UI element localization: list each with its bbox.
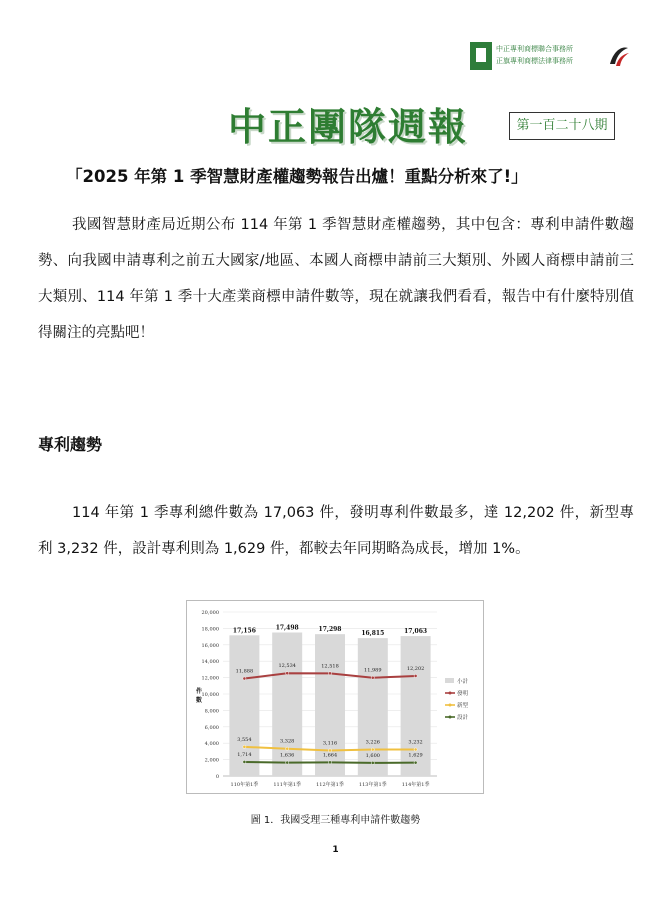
bar-data-label: 17,498 — [275, 624, 299, 632]
line-data-label: 1,629 — [408, 752, 423, 759]
legend-label: 設計 — [457, 715, 469, 721]
bar-data-label: 17,156 — [232, 627, 256, 635]
newsletter-title: 中正團隊週報 — [228, 105, 469, 149]
firm-logo — [470, 42, 630, 72]
x-tick-label: 114年第1季 — [401, 782, 430, 788]
figure-caption: 圖 1．我國受理三種專利申請件數趨勢 — [250, 815, 421, 826]
legend-label: 發明 — [457, 691, 469, 697]
series-point — [286, 747, 289, 750]
series-point — [243, 677, 246, 680]
series-point — [286, 761, 289, 764]
series-point — [243, 745, 246, 748]
logo-swoosh-icon — [608, 44, 630, 68]
chart-svg — [187, 601, 483, 793]
line-data-label: 11,989 — [364, 667, 382, 674]
patent-trend-chart — [186, 600, 484, 794]
legend-marker — [449, 704, 452, 707]
line-data-label: 3,328 — [280, 738, 295, 745]
series-point — [286, 672, 289, 675]
y-tick-label: 12,000 — [201, 675, 219, 682]
y-axis-label: 件 — [195, 688, 203, 695]
x-tick-label: 111年第1季 — [273, 782, 302, 788]
y-tick-label: 18,000 — [201, 626, 219, 633]
section-title: 專利趨勢 — [38, 435, 103, 454]
series-point — [328, 672, 331, 675]
series-point — [414, 748, 417, 751]
logo-mark-icon — [470, 42, 492, 70]
x-tick-label: 113年第1季 — [358, 782, 387, 788]
y-tick-label: 14,000 — [201, 659, 219, 666]
x-tick-label: 112年第1季 — [316, 782, 344, 788]
article-headline: 「2025 年第 1 季智慧財產權趨勢報告出爐！重點分析來了!」 — [66, 167, 528, 186]
line-data-label: 3,554 — [237, 736, 252, 743]
y-tick-label: 6,000 — [204, 724, 219, 731]
series-point — [371, 748, 374, 751]
issue-number: 第一百二十八期 — [509, 112, 615, 140]
series-point — [414, 761, 417, 764]
body-paragraph: 114 年第 1 季專利總件數為 17,063 件，發明專利件數最多，達 12,202 件，新型專利 3,232 件，設計專利則為 1,629 件，都較去年同期略為成長，增加 1%。 — [38, 505, 634, 557]
y-tick-label: 16,000 — [201, 642, 219, 649]
x-tick-label: 110年第1季 — [230, 782, 259, 788]
y-tick-label: 20,000 — [201, 610, 219, 616]
legend-marker — [449, 692, 452, 695]
legend-label: 新型 — [457, 703, 469, 709]
line-data-label: 11,888 — [235, 668, 254, 675]
line-data-label: 12,534 — [278, 663, 296, 670]
line-data-label: 1,714 — [237, 751, 252, 758]
legend-marker — [449, 716, 452, 719]
y-tick-label: 8,000 — [204, 708, 219, 715]
line-data-label: 3,116 — [322, 740, 338, 747]
series-point — [328, 761, 331, 764]
series-point — [243, 760, 246, 763]
line-data-label: 3,226 — [365, 739, 380, 746]
y-tick-label: 0 — [215, 774, 219, 780]
bar-data-label: 17,063 — [404, 628, 428, 636]
series-point — [371, 676, 374, 679]
series-point — [371, 761, 374, 764]
bar-data-label: 17,298 — [318, 626, 342, 634]
line-data-label: 1,664 — [322, 752, 338, 759]
line-data-label: 1,600 — [365, 752, 380, 759]
y-tick-label: 2,000 — [204, 757, 219, 764]
intro-paragraph: 我國智慧財產局近期公布 114 年第 1 季智慧財產權趨勢，其中包含：專利申請件數趨勢、向我國申請專利之前五大國家/地區、本國人商標申請前三大類別、外國人商標申請前三大類別、114 年第 1 季十大產業商標申請件數等，現在就讓我們看看，報告中有什麼特別值得關注的亮點吧！ — [38, 217, 634, 341]
line-data-label: 12,518 — [321, 663, 339, 670]
y-tick-label: 10,000 — [201, 692, 219, 698]
page-number: 1 — [332, 845, 339, 855]
y-axis-label: 數 — [195, 697, 203, 704]
legend-swatch — [445, 678, 454, 683]
line-data-label: 12,202 — [406, 665, 425, 672]
series-point — [414, 674, 417, 677]
bar-data-label: 16,815 — [361, 630, 385, 638]
line-data-label: 3,232 — [408, 739, 423, 746]
line-data-label: 1,636 — [280, 752, 295, 759]
logo-firm-name-2: 正旗專利商標法律事務所 — [496, 57, 573, 65]
legend-label: 小計 — [457, 679, 469, 685]
logo-firm-name-1: 中正專利商標聯合事務所 — [496, 45, 573, 53]
y-tick-label: 4,000 — [204, 741, 219, 748]
